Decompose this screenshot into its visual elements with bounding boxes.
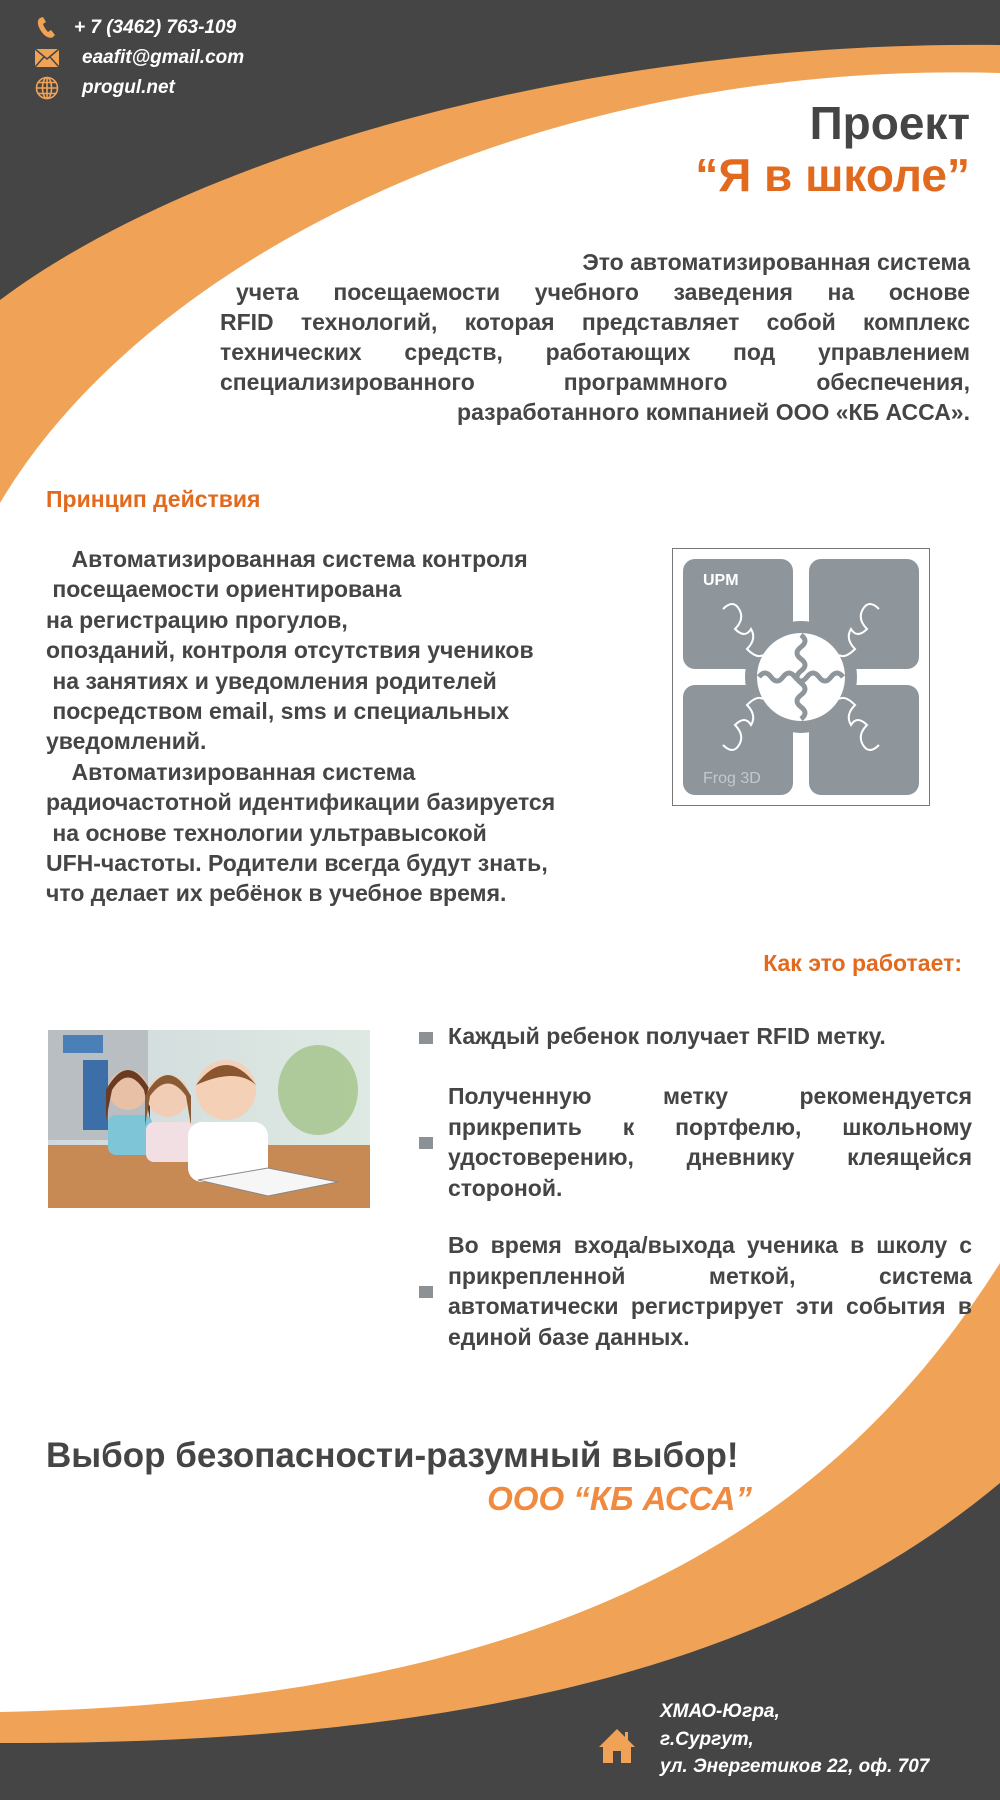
intro-line: разработанного компанией ООО «КБ АССА». bbox=[457, 399, 970, 425]
children-classroom-photo bbox=[48, 1030, 370, 1208]
principle-line: радиочастотной идентификации базируется bbox=[46, 789, 556, 816]
principle-paragraph bbox=[46, 544, 636, 909]
principle-line: посещаемости ориентирована bbox=[46, 576, 402, 603]
principle-line: что делает их ребёнок в учебное время. bbox=[46, 880, 507, 907]
intro-line: специализированного программного обеспечения, bbox=[220, 369, 970, 395]
intro-line: Это автоматизированная система bbox=[582, 249, 970, 275]
intro-line: учета посещаемости учебного заведения на основе bbox=[236, 279, 970, 305]
list-item-text: Во время входа/выхода ученика в школу с прикрепленной меткой, система автоматически регистрирует эти события в единой базе данных. bbox=[448, 1232, 972, 1350]
bullet-square-icon bbox=[419, 1137, 433, 1149]
phone-icon bbox=[34, 15, 60, 41]
how-it-works-heading: Как это работает: bbox=[763, 950, 962, 976]
slogan: Выбор безопасности-разумный выбор! bbox=[46, 1436, 739, 1475]
list-item-text: Полученную метку рекомендуется прикрепить к портфелю, школьному удостоверению, дневнику клеящейся стороной. bbox=[448, 1083, 972, 1201]
list-item-text: Каждый ребенок получает RFID метку. bbox=[448, 1023, 886, 1049]
rfid-tag-image bbox=[672, 548, 930, 806]
phone-number[interactable]: + 7 (3462) 763-109 bbox=[74, 17, 237, 38]
principle-line: уведомлений. bbox=[46, 728, 207, 755]
website-link[interactable]: progul.net bbox=[82, 77, 175, 98]
envelope-icon bbox=[34, 45, 60, 71]
intro-line: RFID технологий, которая представляет собой комплекс bbox=[220, 309, 970, 335]
rfid-model-label: Frog 3D bbox=[703, 770, 761, 787]
house-icon bbox=[597, 1727, 637, 1770]
project-name: “Я в школе” bbox=[695, 149, 970, 201]
rfid-antenna-graphic bbox=[673, 549, 929, 805]
principle-line: на основе технологии ультравысокой bbox=[46, 819, 487, 846]
address-region: ХМАО-Югра, bbox=[660, 1701, 780, 1722]
principle-heading: Принцип действия bbox=[46, 486, 261, 512]
rfid-brand-label: UPM bbox=[703, 572, 739, 589]
globe-icon bbox=[34, 75, 60, 101]
principle-line: посредством email, sms и специальных bbox=[46, 697, 510, 724]
contact-website bbox=[34, 75, 175, 101]
contact-phone bbox=[34, 15, 236, 41]
principle-line: опозданий, контроля отсутствия учеников bbox=[46, 637, 534, 664]
company-name: ООО “КБ АССА” bbox=[487, 1480, 752, 1517]
intro-paragraph bbox=[220, 247, 970, 427]
principle-line: на занятиях и уведомления родителей bbox=[46, 667, 497, 694]
email-link[interactable]: eaafit@gmail.com bbox=[82, 47, 245, 68]
project-title: Проект bbox=[809, 97, 970, 149]
principle-line: Автоматизированная система bbox=[46, 758, 416, 785]
contact-email bbox=[34, 45, 244, 71]
principle-line: на регистрацию прогулов, bbox=[46, 606, 348, 633]
address-city: г.Сургут, bbox=[660, 1728, 754, 1750]
address bbox=[660, 1698, 929, 1781]
principle-line: UFH-частоты. Родители всегда будут знать, bbox=[46, 849, 548, 876]
bullet-square-icon bbox=[419, 1286, 433, 1298]
bullet-square-icon bbox=[419, 1032, 433, 1044]
principle-line: Автоматизированная система контроля bbox=[46, 546, 528, 572]
address-street: ул. Энергетиков 22, оф. 707 bbox=[660, 1756, 930, 1777]
intro-line: технических средств, работающих под управлением bbox=[220, 339, 970, 365]
